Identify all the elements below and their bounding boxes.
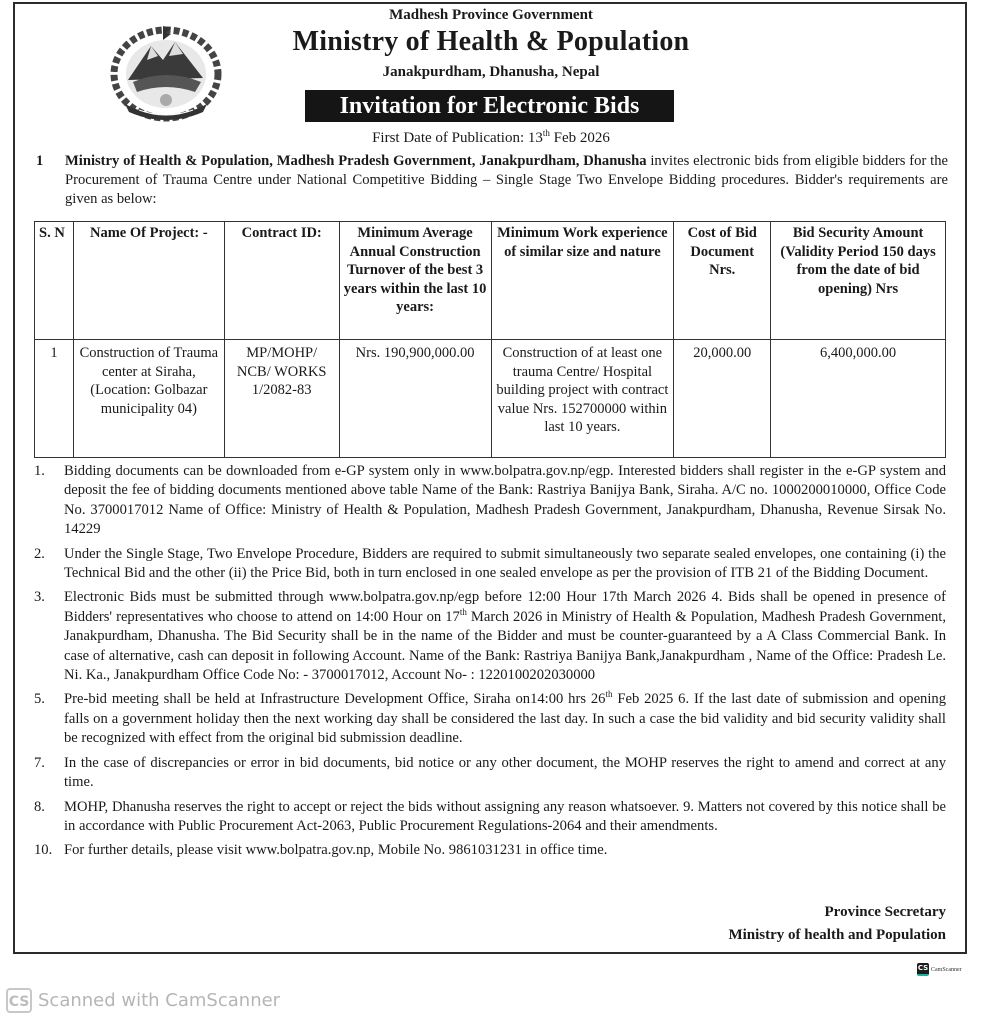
camscanner-logo-icon: CS: [6, 988, 32, 1013]
note-item: [34, 462, 946, 540]
intro-issuer: Ministry of Health & Population, Madhesh Pradesh Government, Janakpurdham, Dhanusha: [65, 153, 647, 169]
publication-date-prefix: First Date of Publication: 13: [372, 130, 543, 146]
cell-sn: 1: [35, 340, 74, 458]
note-number: 1.: [34, 463, 45, 479]
government-name: Madhesh Province Government: [389, 7, 593, 23]
ministry-title: Ministry of Health & Population: [292, 26, 690, 57]
camscanner-watermark: [6, 988, 280, 1013]
header-contract-id: Contract ID:: [224, 222, 339, 340]
cell-security: 6,400,000.00: [771, 340, 946, 458]
note-item: [34, 841, 946, 860]
cell-turnover: Nrs. 190,900,000.00: [339, 340, 491, 458]
note-number: 10.: [34, 842, 53, 859]
camscanner-watermark-text: Scanned with CamScanner: [38, 990, 281, 1011]
cell-experience: Construction of at least one trauma Centre/ Hospital building project with contract value Nrs. 152700000 within last 10 years.: [491, 340, 674, 458]
header-project: Name Of Project: -: [73, 222, 224, 340]
intro-number: 1: [36, 153, 44, 169]
signatory-title: Province Secretary: [824, 904, 946, 920]
intro-paragraph: [36, 152, 948, 209]
camscanner-logo-icon: CS: [917, 963, 929, 976]
note-text-cont: March 2026 in Ministry of Health & Population, Madhesh Pradesh Government, Janakpurdham, Dhanusha. The Bid Security shall be in the name of the Bidder and must be counter-guaranteed by a A Class Commercial Bank. In case of alternative, cash can deposit in following Account. Name of the Bank: Rastriya Banijya Bank,Janakpurdham , Name of the Office: Pradesh Le. Ni. Ka., Janakpurdham Office Code No: - 3700017012, Account No- : 1220100202030000: [64, 608, 946, 684]
camscanner-small-watermark: [917, 963, 962, 976]
header-experience: Minimum Work experience of similar size and nature: [491, 222, 674, 340]
note-number: 8.: [34, 798, 45, 815]
note-text: Electronic Bids must be submitted through www.bolpatra.gov.np/egp before 12:00 Hour 17th March 2026 4. Bids shall be opened in presence of Bidders' representatives who choose to attend on 14:00 Hour on 17: [64, 589, 946, 625]
note-item: [34, 545, 946, 584]
camscanner-small-text: CamScanner: [931, 966, 962, 973]
note-number: 2.: [34, 545, 45, 562]
header-turnover: Minimum Average Annual Construction Turnover of the best 3 years within the last 10 years:: [339, 222, 491, 340]
note-item: [34, 754, 946, 793]
note-item: [34, 798, 946, 837]
bid-requirements-table: [34, 221, 946, 458]
note-sup: th: [459, 606, 467, 617]
header-cost: Cost of Bid Document Nrs.: [674, 222, 771, 340]
table-header-row: [35, 222, 946, 340]
note-text: Bidding documents can be downloaded from e-GP system only in www.bolpatra.gov.np/egp. Interested bidders shall register in the e-GP system and deposit the fee of bidding documents mentioned above table Name of the Bank: Rastriya Banijya Bank, Siraha. A/C no. 1000200010000, Office Code No. 3700017012 Name of Office: Ministry of Health & Population, Madhesh Pradesh Government, Janakpurdham, Dhanusha, Revenue Sirsak No. 14229: [64, 463, 946, 538]
publication-date: [0, 128, 982, 147]
note-item: [34, 588, 946, 685]
table-row: [35, 340, 946, 458]
cell-cost: 20,000.00: [674, 340, 771, 458]
note-number: 3.: [34, 589, 45, 606]
notice-title-banner: Invitation for Electronic Bids: [305, 90, 674, 122]
note-number: 5.: [34, 691, 45, 708]
note-text: For further details, please visit www.bolpatra.gov.np, Mobile No. 9861031231 in office time.: [64, 842, 608, 859]
publication-date-suffix: Feb 2026: [549, 130, 610, 146]
note-item: [34, 690, 946, 748]
signatory-office: Ministry of health and Population: [728, 927, 946, 943]
publication-date-sup: th: [542, 128, 550, 138]
ministry-location: Janakpurdham, Dhanusha, Nepal: [382, 64, 600, 80]
note-number: 7.: [34, 754, 45, 771]
note-text: In the case of discrepancies or error in bid documents, bid notice or any other document, the MOHP reserves the right to amend and correct at any time.: [64, 754, 946, 791]
note-text: Under the Single Stage, Two Envelope Procedure, Bidders are required to submit simultaneously two separate sealed envelopes, one containing (i) the Technical Bid and the other (ii) the Price Bid, both in turn enclosed in one sealed envelope as per the provision of ITB 21 of the Bidding Document.: [64, 545, 946, 582]
notes-list: [34, 462, 946, 866]
cell-project: Construction of Trauma center at Siraha, (Location: Golbazar municipality 04): [73, 340, 224, 458]
header-security: Bid Security Amount (Validity Period 150 days from the date of bid opening) Nrs: [771, 222, 946, 340]
note-text: Pre-bid meeting shall be held at Infrastructure Development Office, Siraha on14:00 hrs 26: [64, 691, 606, 708]
cell-contract-id: MP/MOHP/ NCB/ WORKS 1/2082-83: [224, 340, 339, 458]
header-sn: S. N: [35, 222, 74, 340]
note-sup: th: [605, 689, 613, 700]
intro-text: invites electronic bids from eligible bidders for the Procurement of Trauma Centre under National Competitive Bidding – Single Stage Two Envelope Bidding procedures. Bidder's requirements are given as below:: [65, 153, 948, 207]
note-text-cont: Feb 2025 6. If the last date of submission and opening falls on a government holiday then the next working day shall be considered the last day. In such a case the bid validity and bid security validity shall be recognized with effect from the original bid submission deadline.: [64, 691, 946, 747]
note-text: MOHP, Dhanusha reserves the right to accept or reject the bids without assigning any reason whatsoever. 9. Matters not covered by this notice shall be in accordance with Public Procurement Act-2063, Public Procurement Regulations-2064 and their amendments.: [64, 798, 946, 834]
